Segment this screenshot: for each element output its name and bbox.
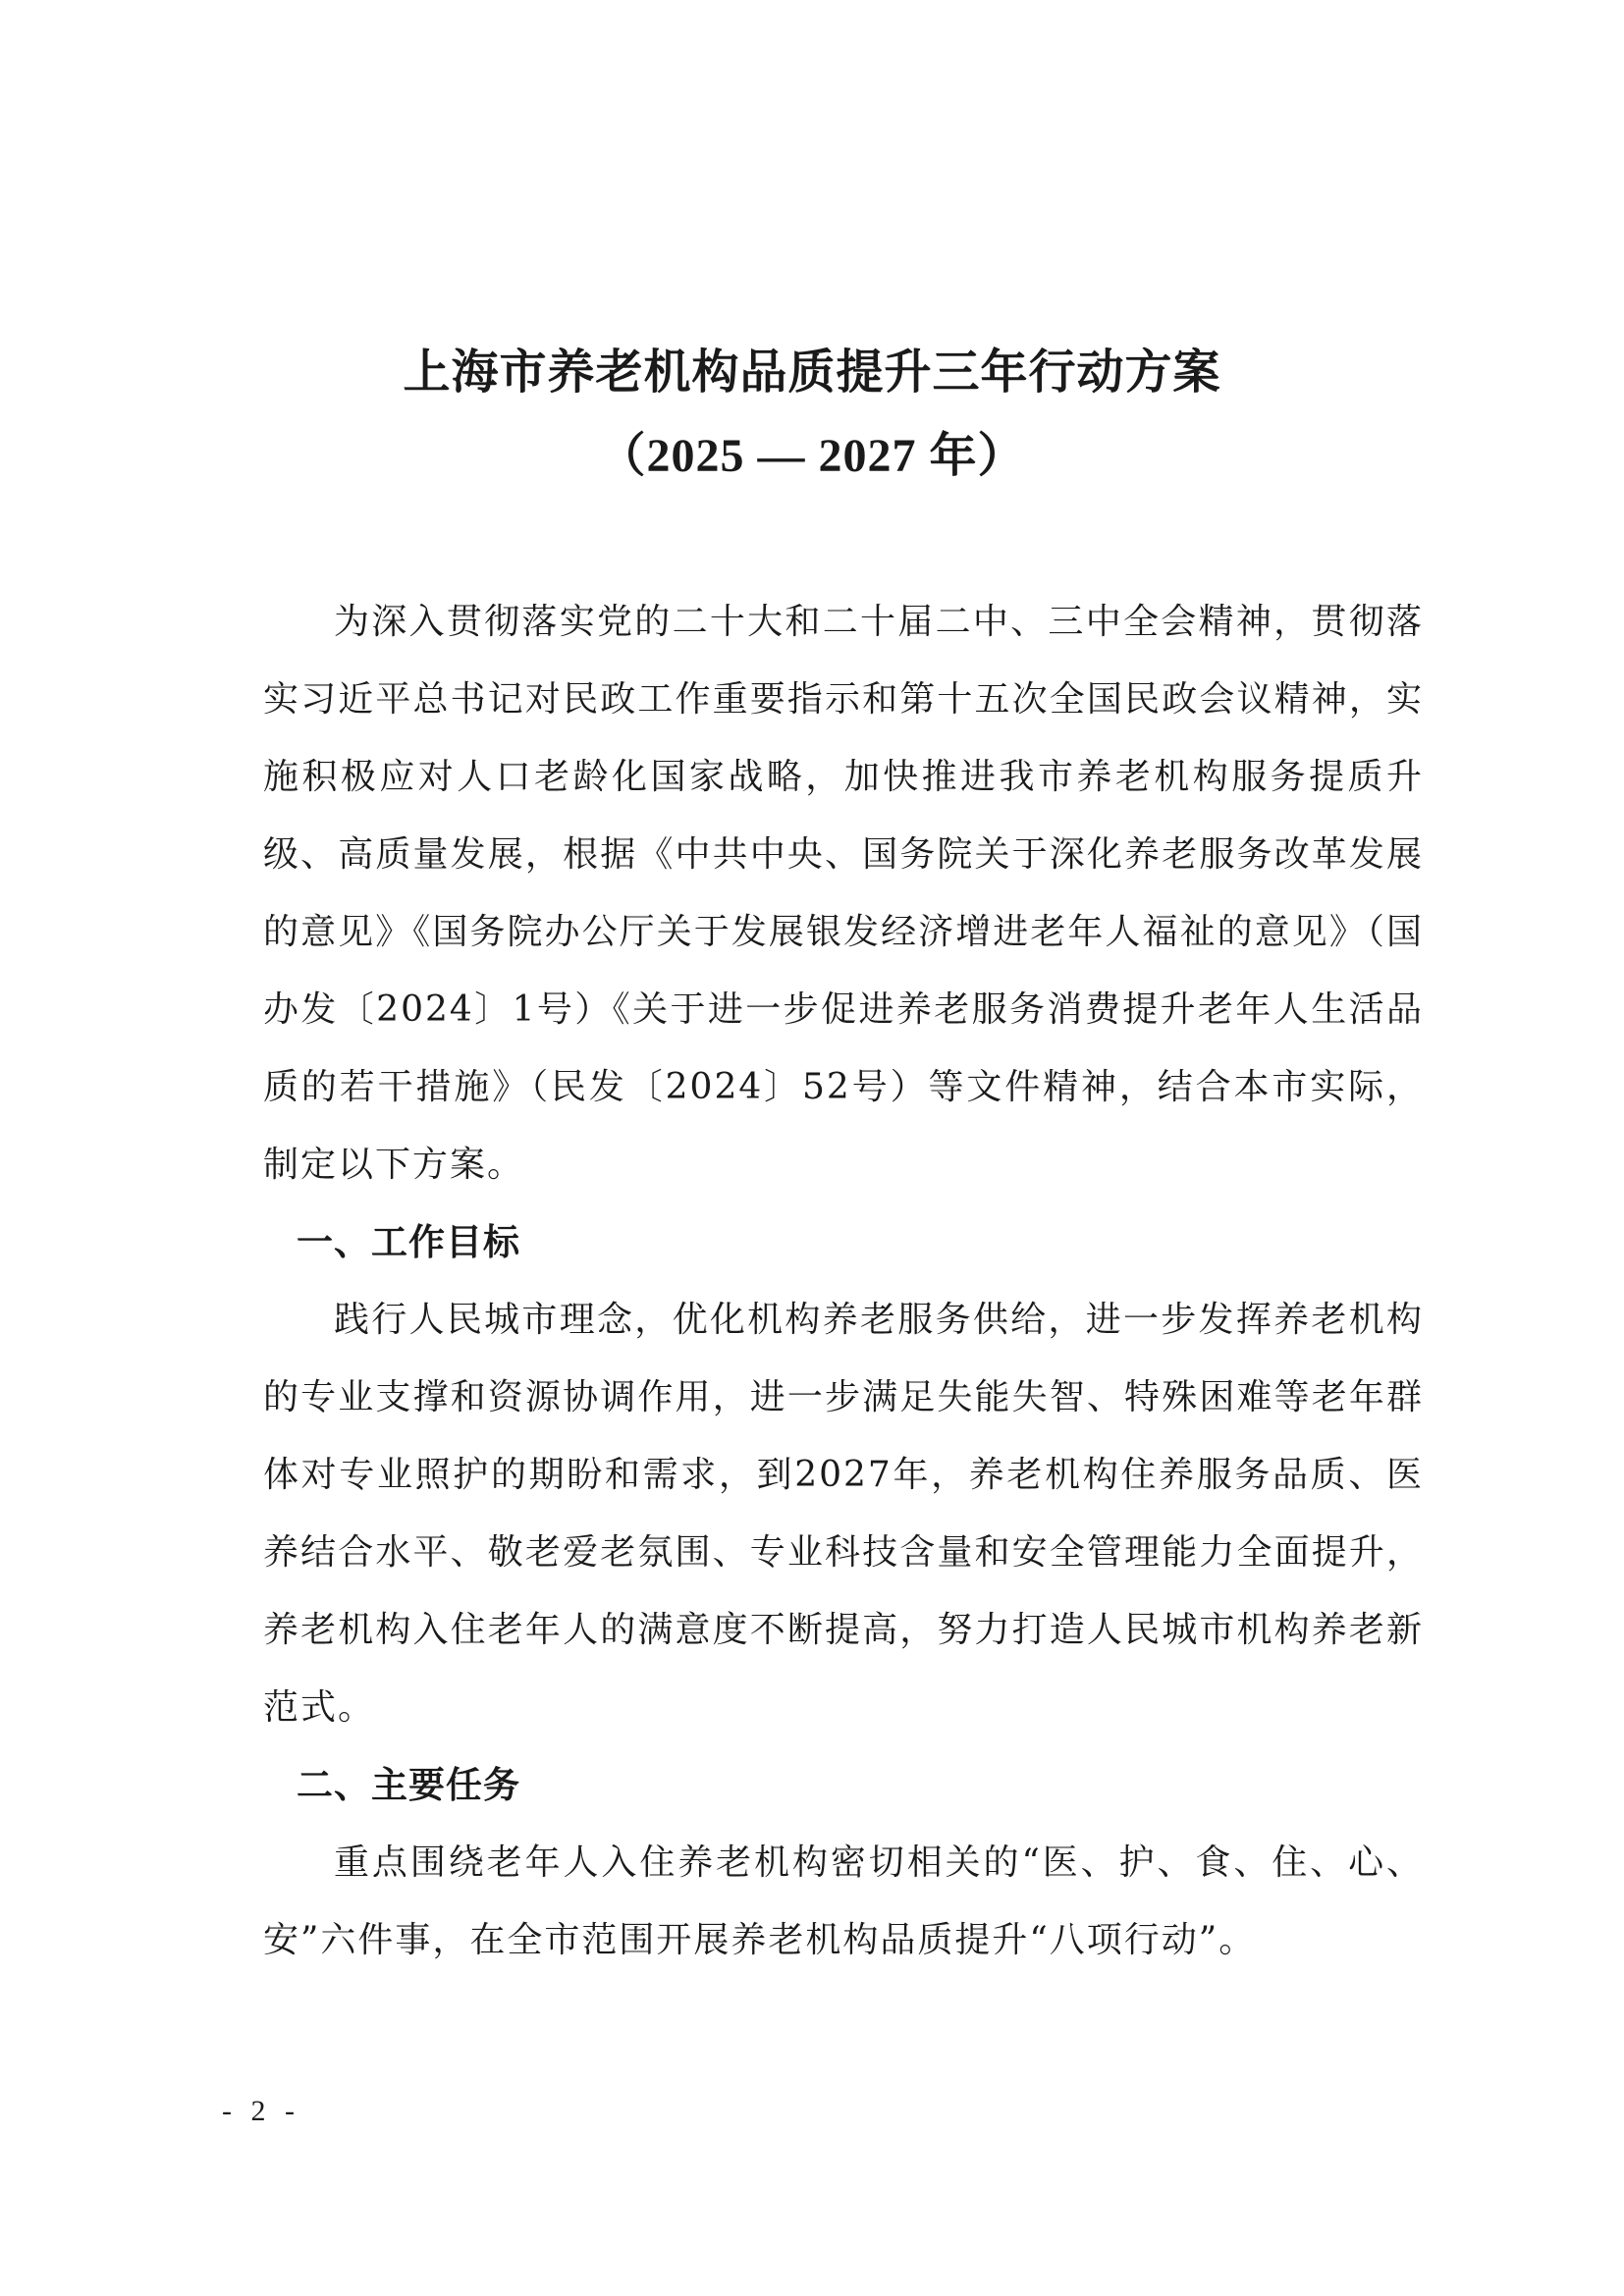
intro-paragraph: 为深入贯彻落实党的二十大和二十届二中、三中全会精神，贯彻落实习近平总书记对民政工作重要指示和第十五次全国民政会议精神，实施积极应对人口老龄化国家战略，加快推进我市养老机构服务提质升级、高质量发展，根据《中共中央、国务院关于深化养老服务改革发展的意见》《国务院办公厅关于发展银发经济增进老年人福祉的意见》（国办发〔2024〕1号）《关于进一步促进养老服务消费提升老年人生活品质的若干措施》（民发〔2024〕52号）等文件精神，结合本市实际，制定以下方案。 <box>263 602 1424 1185</box>
page-number: - 2 - <box>222 2095 300 2127</box>
document-subtitle: （2025 — 2027 年） <box>598 430 1026 482</box>
document-title: 上海市养老机构品质提升三年行动方案 <box>403 345 1221 400</box>
goals-paragraph: 践行人民城市理念，优化机构养老服务供给，进一步发挥养老机构的专业支撑和资源协调作用，进一步满足失能失智、特殊困难等老年群体对专业照护的期盼和需求，到2027年，养老机构住养服务品质、医养结合水平、敬老爱老氛围、专业科技含量和安全管理能力全面提升，养老机构入住老年人的满意度不断提高，努力打造人民城市机构养老新范式。 <box>263 1300 1424 1728</box>
document-body <box>263 583 1424 1979</box>
section-heading-tasks: 二、主要任务 <box>297 1764 520 1806</box>
section-heading-goals: 一、工作目标 <box>297 1221 520 1263</box>
tasks-paragraph: 重点围绕老年人入住养老机构密切相关的“医、护、食、住、心、安”六件事，在全市范围开展养老机构品质提升“八项行动”。 <box>263 1842 1424 1960</box>
